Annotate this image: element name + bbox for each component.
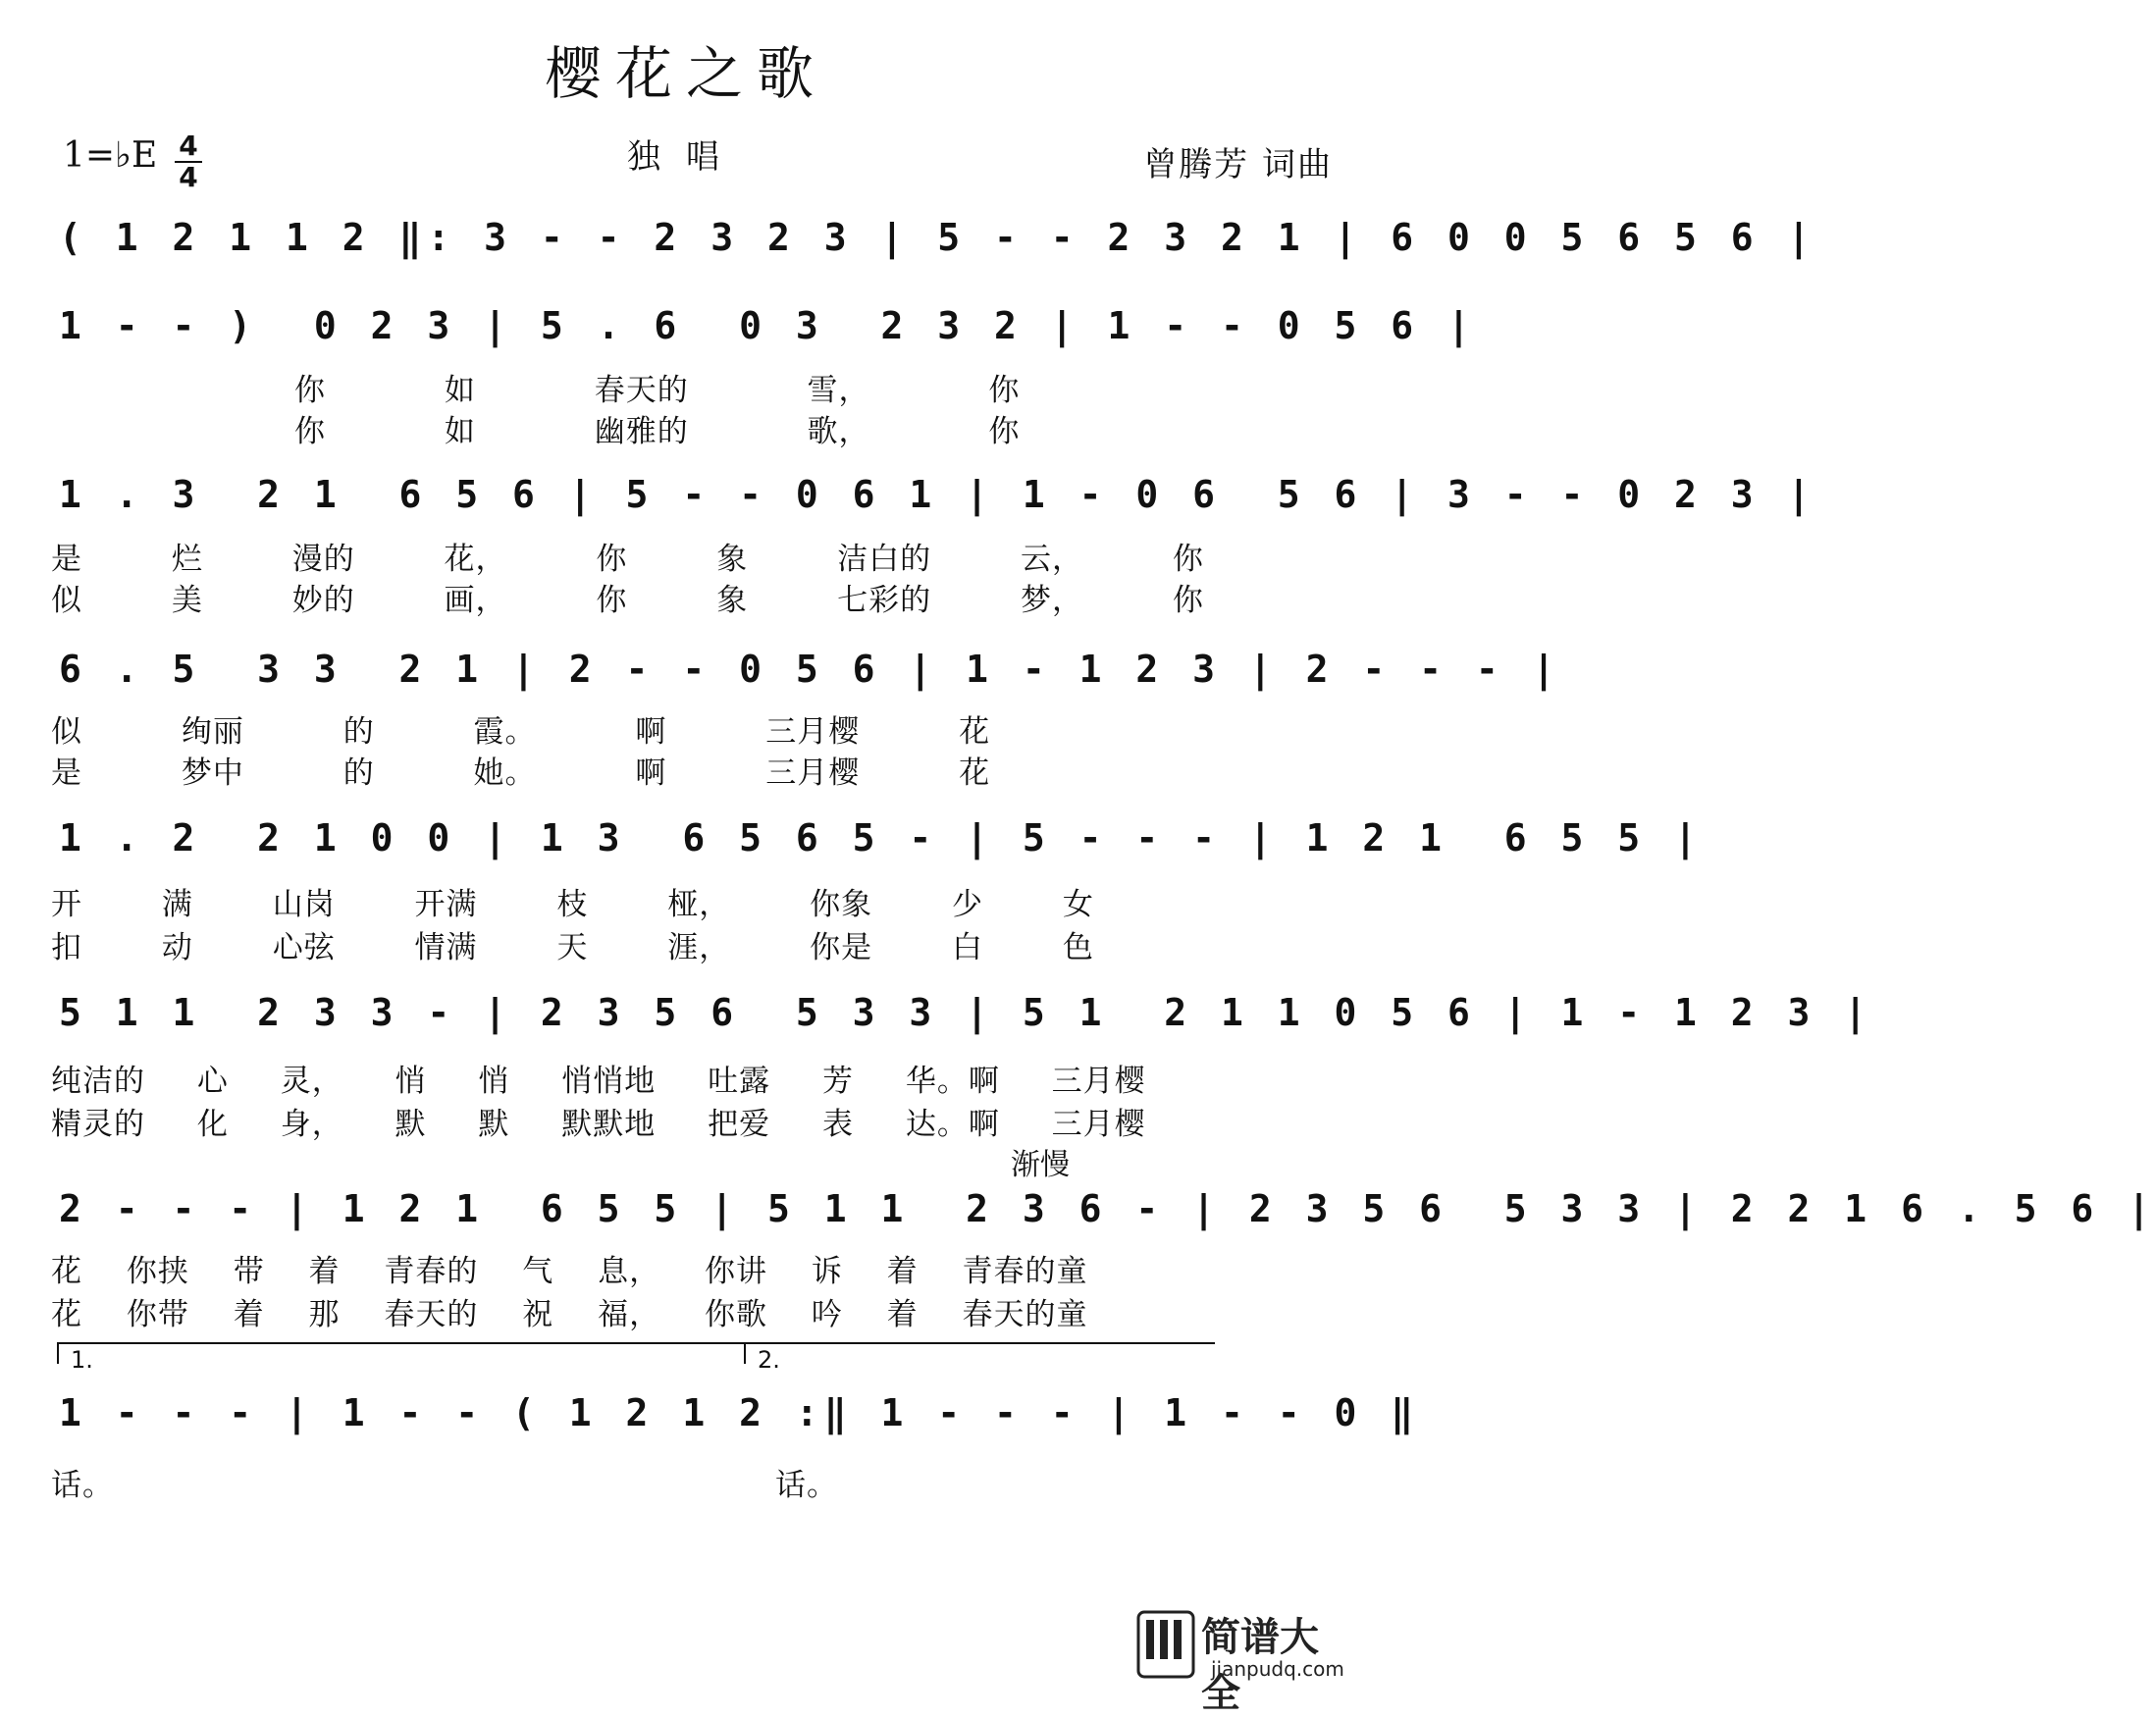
lyrics-verse-1: 花 你挟 带 着 青春的 气 息， 你讲 诉 着 青春的童 xyxy=(51,1254,1088,1289)
system-2 xyxy=(0,294,1476,461)
notes-row: 1 . 2 2 1 0 0 | 1 3 6 5 6 5 - | 5 - - - | 1 2 1 6 5 5 | xyxy=(59,816,1703,859)
tempo-marking: 渐慢 xyxy=(1011,1148,1070,1182)
system-6 xyxy=(0,981,1873,1148)
watermark-logo xyxy=(1136,1606,1352,1716)
second-ending-label: 2. xyxy=(758,1346,780,1374)
lyrics-verse-2: 花 你带 着 那 春天的 祝 福， 你歌 吟 着 春天的童 xyxy=(51,1297,1088,1332)
system-7 xyxy=(0,1138,2156,1334)
composer-credit: 曾腾芳 词曲 xyxy=(1143,145,1333,184)
lyrics-verse-1: 是 烂 漫的 花， 你 象 洁白的 云， 你 xyxy=(51,542,1204,577)
system-8 xyxy=(0,1342,1420,1509)
notes-row: 1 . 3 2 1 6 5 6 | 5 - - 0 6 1 | 1 - 0 6 5 6 | 3 - - 0 2 3 | xyxy=(59,473,1816,516)
lyrics-verse-1: 纯洁的 心 灵， 悄 悄 悄悄地 吐露 芳 华。啊 三月樱 xyxy=(51,1064,1146,1099)
lyrics-verse-2: 是 梦中 的 她。 啊 三月樱 花 xyxy=(51,755,991,791)
system-1 xyxy=(0,206,1816,285)
performance-type: 独唱 xyxy=(627,137,745,177)
watermark-name: 简谱大全 xyxy=(1201,1615,1319,1716)
piano-icon xyxy=(1136,1610,1195,1679)
system-3 xyxy=(0,463,1816,630)
notes-row: ( 1 2 1 1 2 ‖: 3 - - 2 3 2 3 | 5 - - 2 3 2 1 | 6 0 0 5 6 5 6 | xyxy=(59,216,1816,259)
notes-row: 5 1 1 2 3 3 - | 2 3 5 6 5 3 3 | 5 1 2 1 1 0 5 6 | 1 - 1 2 3 | xyxy=(59,991,1873,1034)
song-title: 樱花之歌 xyxy=(544,40,827,107)
lyrics-verse-2: 似 美 妙的 画， 你 象 七彩的 梦， 你 xyxy=(51,583,1204,618)
time-top: 4 xyxy=(179,130,198,162)
lyrics-verse-1: 似 绚丽 的 霞。 啊 三月樱 花 xyxy=(51,714,991,750)
lyrics-verse-2: 扣 动 心弦 情满 天 涯， 你是 白 色 xyxy=(51,930,1094,965)
first-ending-label: 1. xyxy=(71,1346,93,1374)
lyrics-verse-1: 你 如 春天的 雪， 你 xyxy=(294,373,1021,408)
notes-row: 2 - - - | 1 2 1 6 5 5 | 5 1 1 2 3 6 - | 2 3 5 6 5 3 3 | 2 2 1 6 . 5 6 | xyxy=(59,1187,2156,1230)
second-ending-bracket xyxy=(744,1342,1215,1364)
lyrics-ending-2: 话。 xyxy=(775,1468,838,1503)
notes-row: 1 - - - | 1 - - ( 1 2 1 2 :‖ 1 - - - | 1 - - 0 ‖ xyxy=(59,1391,1420,1434)
key-text: 1=♭E xyxy=(63,135,158,176)
lyrics-verse-2: 精灵的 化 身， 默 默 默默地 把爱 表 达。啊 三月樱 xyxy=(51,1107,1146,1142)
system-5 xyxy=(0,807,1703,973)
notes-row: 6 . 5 3 3 2 1 | 2 - - 0 5 6 | 1 - 1 2 3 | 2 - - - | xyxy=(59,648,1561,691)
notes-row: 1 - - ) 0 2 3 | 5 . 6 0 3 2 3 2 | 1 - - 0 5 6 | xyxy=(59,304,1476,347)
system-4 xyxy=(0,638,1561,795)
lyrics-verse-1: 开 满 山岗 开满 枝 桠， 你象 少 女 xyxy=(51,887,1094,922)
lyrics-ending-1: 话。 xyxy=(51,1468,114,1503)
time-bottom: 4 xyxy=(179,161,198,193)
watermark-url: jianpudq.com xyxy=(1211,1657,1344,1681)
first-ending-bracket xyxy=(57,1342,746,1364)
lyrics-verse-2: 你 如 幽雅的 歌， 你 xyxy=(294,414,1021,449)
